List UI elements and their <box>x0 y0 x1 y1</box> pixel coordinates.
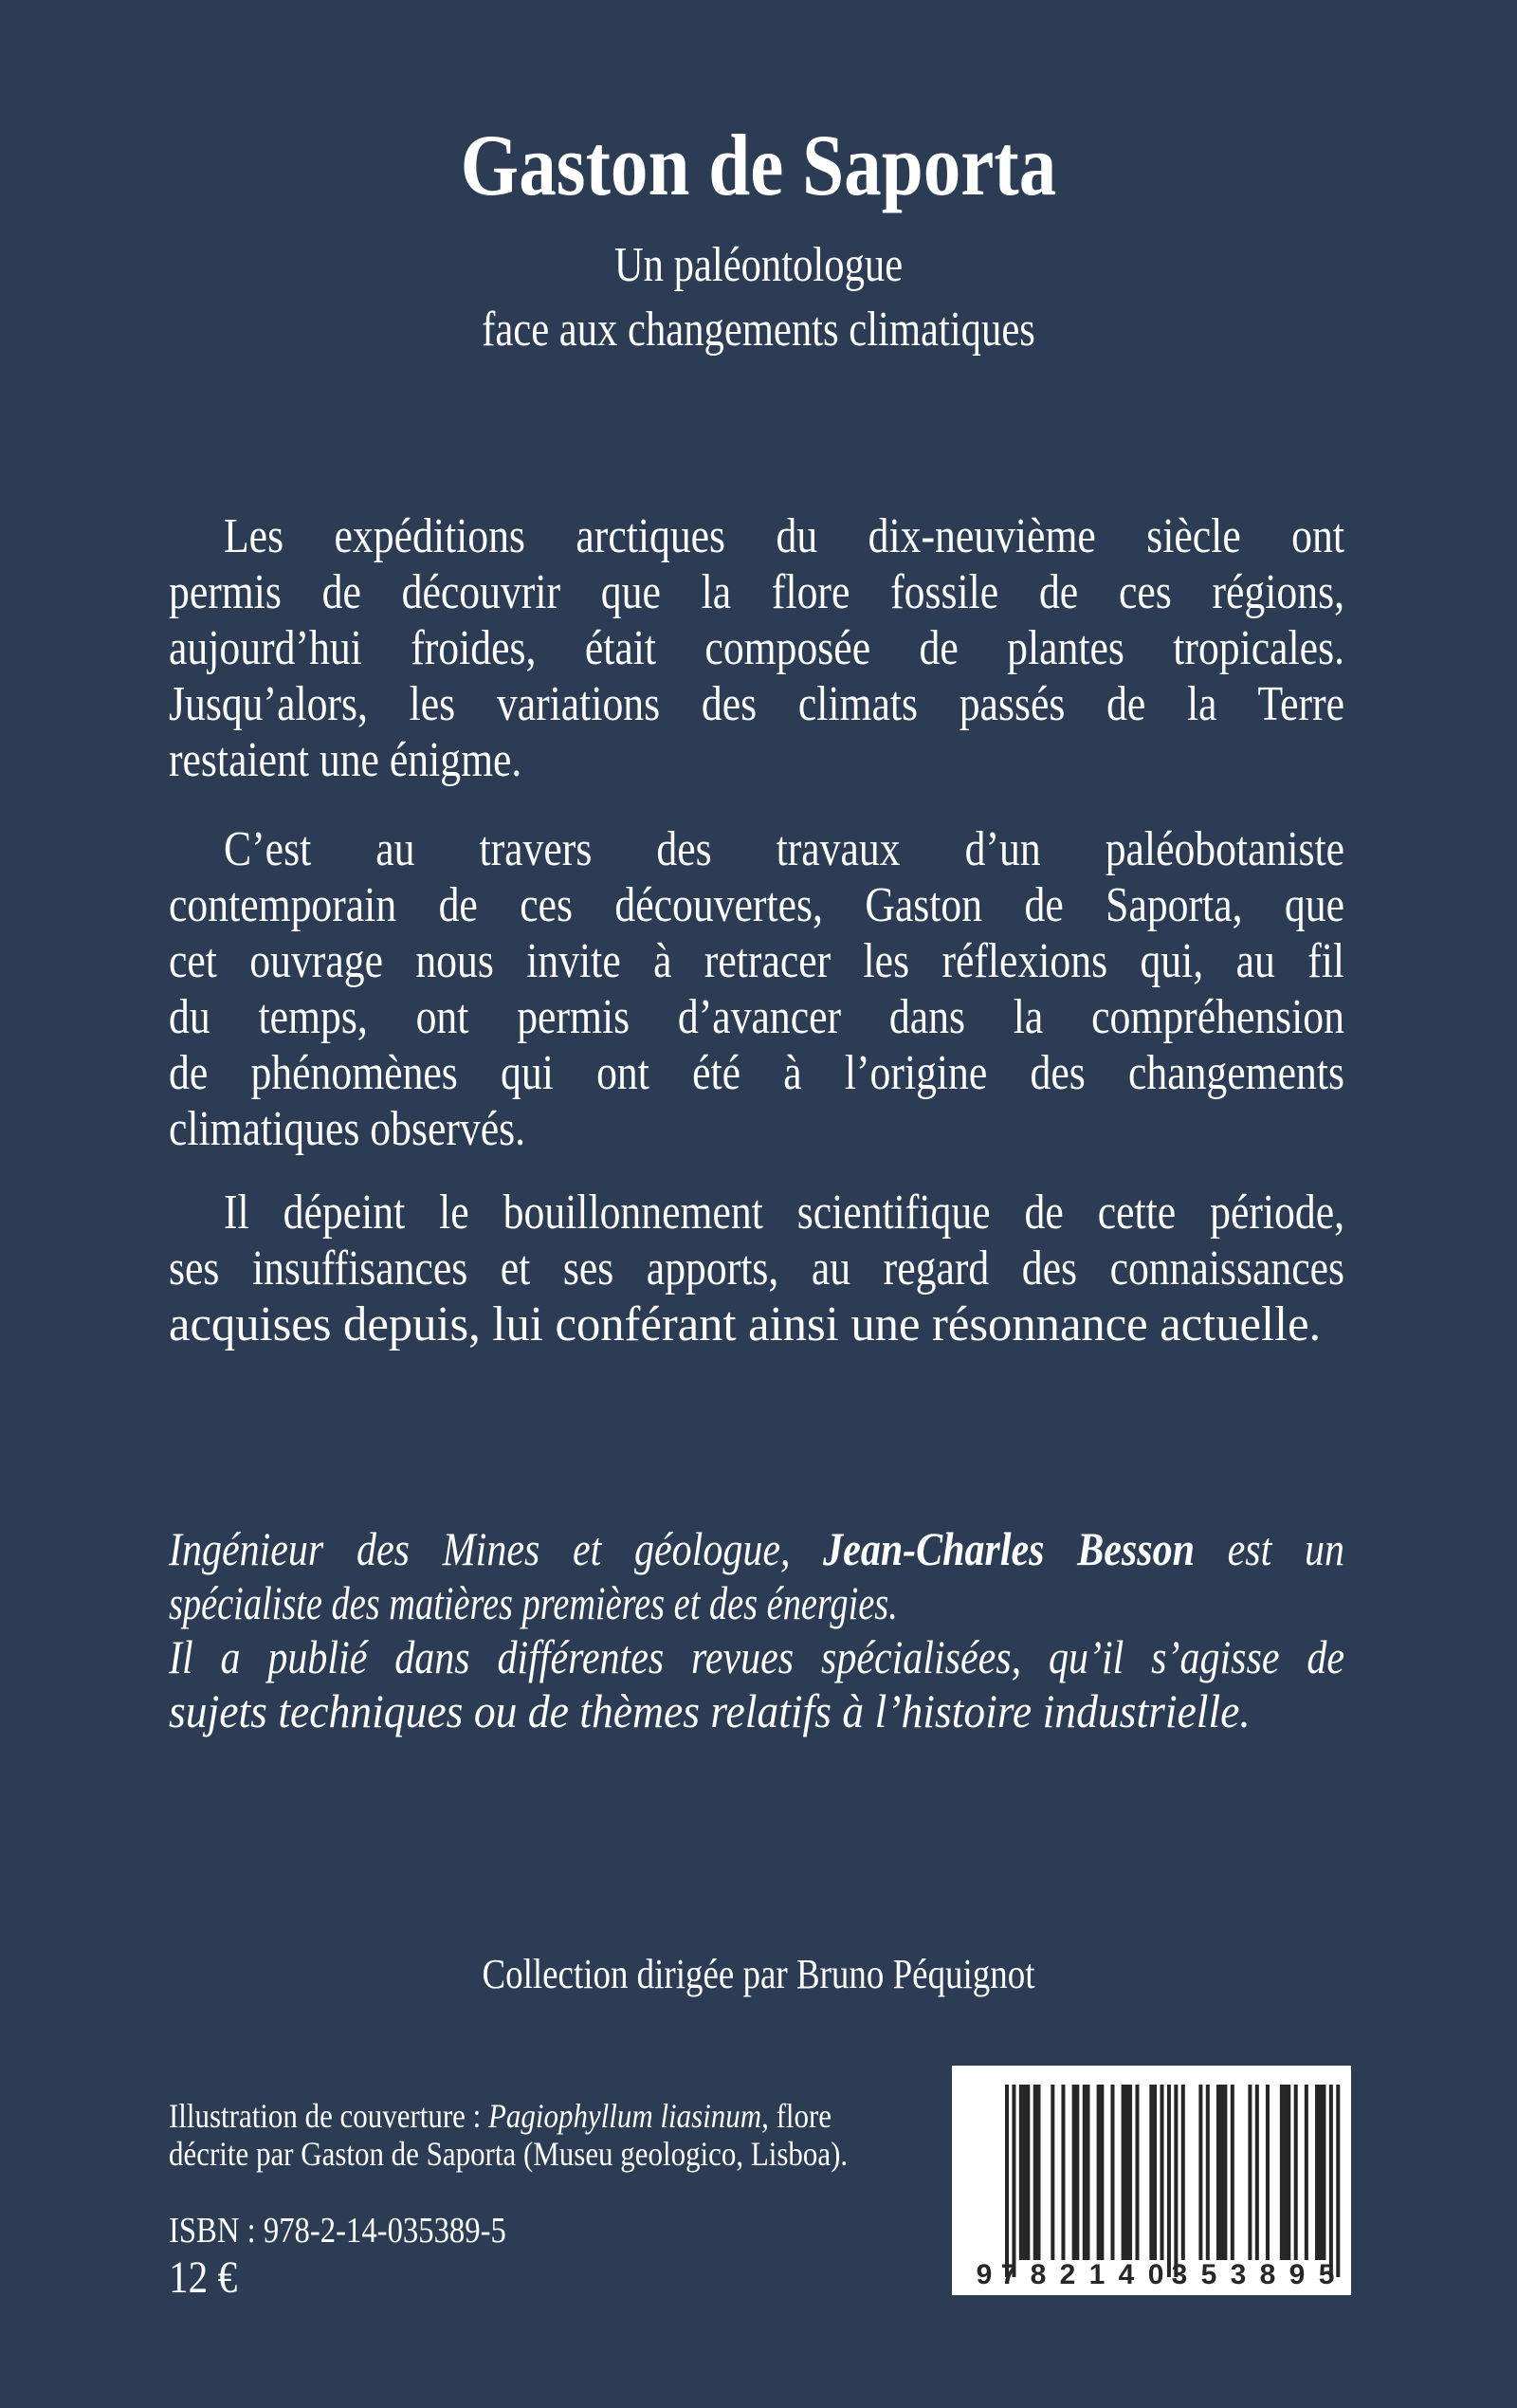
barcode-bar <box>1329 2085 1333 2277</box>
barcode-bar <box>1223 2085 1227 2260</box>
blurb-line: permis de découvrir que la flore fossile de ces régions, <box>169 565 1344 619</box>
book-subtitle-line-2: face aux changements climatiques <box>482 303 1035 357</box>
barcode-bar <box>1135 2085 1139 2260</box>
barcode-bar <box>1086 2085 1089 2260</box>
barcode-bar <box>1019 2085 1023 2260</box>
author-bio-line-2: spécialiste des matières premières et des énergies. <box>169 1576 898 1629</box>
barcode-bar <box>1181 2085 1185 2260</box>
barcode-bar <box>1167 2085 1171 2277</box>
barcode-bar <box>1072 2085 1076 2260</box>
barcode-bar <box>1294 2085 1298 2260</box>
barcode-bar <box>1149 2085 1153 2260</box>
collection-editor: Collection dirigée par Bruno Péquignot <box>482 1951 1035 1997</box>
author-bio-line-1: Ingénieur des Mines et géologue, Jean-Charles Besson est un <box>169 1522 1344 1575</box>
species-name: Pagiophyllum liasinum <box>488 2097 762 2135</box>
barcode-bar <box>1005 2085 1009 2277</box>
barcode-bar <box>1280 2085 1284 2260</box>
barcode-bar <box>1075 2085 1079 2260</box>
book-subtitle-line-1: Un paléontologue <box>613 238 904 292</box>
blurb-line: contemporain de ces découvertes, Gaston de Saporta, que <box>169 878 1344 932</box>
barcode-bar <box>1319 2085 1323 2260</box>
barcode-bar <box>1061 2085 1065 2260</box>
author-bio-line-4: sujets techniques ou de thèmes relatifs à l’histoire industrielle. <box>169 1684 1251 1737</box>
price: 12 € <box>169 2252 238 2303</box>
barcode-bar <box>1231 2085 1234 2260</box>
blurb-line: de phénomènes qui ont été à l’origine des changements <box>169 1046 1344 1100</box>
barcode-bar <box>1023 2085 1027 2260</box>
barcode-bar <box>1248 2085 1252 2260</box>
blurb-line: Les expéditions arctiques du dix-neuvième siècle ont <box>224 509 1344 563</box>
barcode-left-digits: 7 8 2 1 4 0 <box>1000 2259 1167 2290</box>
barcode-bar <box>1266 2085 1270 2260</box>
barcode-bar <box>1036 2085 1040 2260</box>
illustration-credit-line-1: Illustration de couverture : Pagiophyllum liasinum, flore <box>169 2097 832 2135</box>
blurb-line: restaient une énigme. <box>169 733 522 787</box>
barcode-bar <box>1206 2085 1210 2260</box>
barcode-bar <box>1174 2085 1178 2277</box>
barcode-lead-digit: 9 <box>976 2259 993 2290</box>
blurb-line: acquises depuis, lui conférant ainsi une résonnance actuelle. <box>169 1297 1322 1351</box>
blurb-line: Jusqu’alors, les variations des climats passés de la Terre <box>169 677 1344 731</box>
barcode-bar <box>1097 2085 1101 2260</box>
barcode-bar <box>1255 2085 1259 2260</box>
isbn: ISBN : 978-2-14-035389-5 <box>169 2211 506 2251</box>
barcode-bar <box>1124 2085 1128 2260</box>
blurb-line: ses insuffisances et ses apports, au regard des connaissances <box>169 1241 1344 1296</box>
barcode-bar <box>1100 2085 1104 2260</box>
barcode-bar <box>1336 2085 1340 2277</box>
barcode-bar <box>1287 2085 1290 2260</box>
barcode-bar <box>1153 2085 1157 2260</box>
barcode-bar <box>1110 2085 1114 2260</box>
barcode-bar <box>1160 2085 1163 2260</box>
blurb-line: climatiques observés. <box>169 1102 526 1156</box>
barcode-bar <box>1012 2085 1015 2277</box>
barcode-right-digits: 3 5 3 8 9 5 <box>1171 2259 1338 2290</box>
barcode-bar <box>1083 2085 1087 2260</box>
barcode-bar <box>1216 2085 1220 2260</box>
blurb-line: du temps, ont permis d’avancer dans la compréhension <box>169 990 1344 1044</box>
barcode-bar <box>1051 2085 1054 2260</box>
blurb-line: cet ouvrage nous invite à retracer les réflexions qui, au fil <box>169 934 1344 988</box>
barcode-bar <box>1033 2085 1037 2260</box>
barcode-bar <box>1198 2085 1202 2260</box>
barcode-bar <box>1305 2085 1308 2260</box>
barcode-bar <box>1128 2085 1132 2260</box>
barcode-bar <box>1284 2085 1288 2260</box>
barcode-bar <box>1322 2085 1325 2260</box>
blurb-line: aujourd’hui froides, était composée de plantes tropicales. <box>169 621 1344 675</box>
author-bio-line-3: Il a publié dans différentes revues spécialisées, qu’il s’agisse de <box>169 1630 1344 1683</box>
illustration-credit-line-2: décrite par Gaston de Saporta (Museu geologico, Lisboa). <box>169 2135 849 2173</box>
barcode-bar <box>1026 2085 1030 2260</box>
book-title: Gaston de Saporta <box>460 117 1057 213</box>
blurb-line: Il dépeint le bouillonnement scientifique de cette période, <box>224 1186 1344 1240</box>
barcode-bar <box>1122 2085 1125 2260</box>
barcode-bar <box>1220 2085 1224 2260</box>
barcode-graphic <box>952 2066 1351 2295</box>
ean13-barcode <box>952 2066 1351 2295</box>
author-name: Jean-Charles Besson <box>823 1522 1195 1575</box>
barcode-bar <box>1315 2085 1319 2260</box>
blurb-line: C’est au travers des travaux d’un paléobotaniste <box>224 822 1344 876</box>
